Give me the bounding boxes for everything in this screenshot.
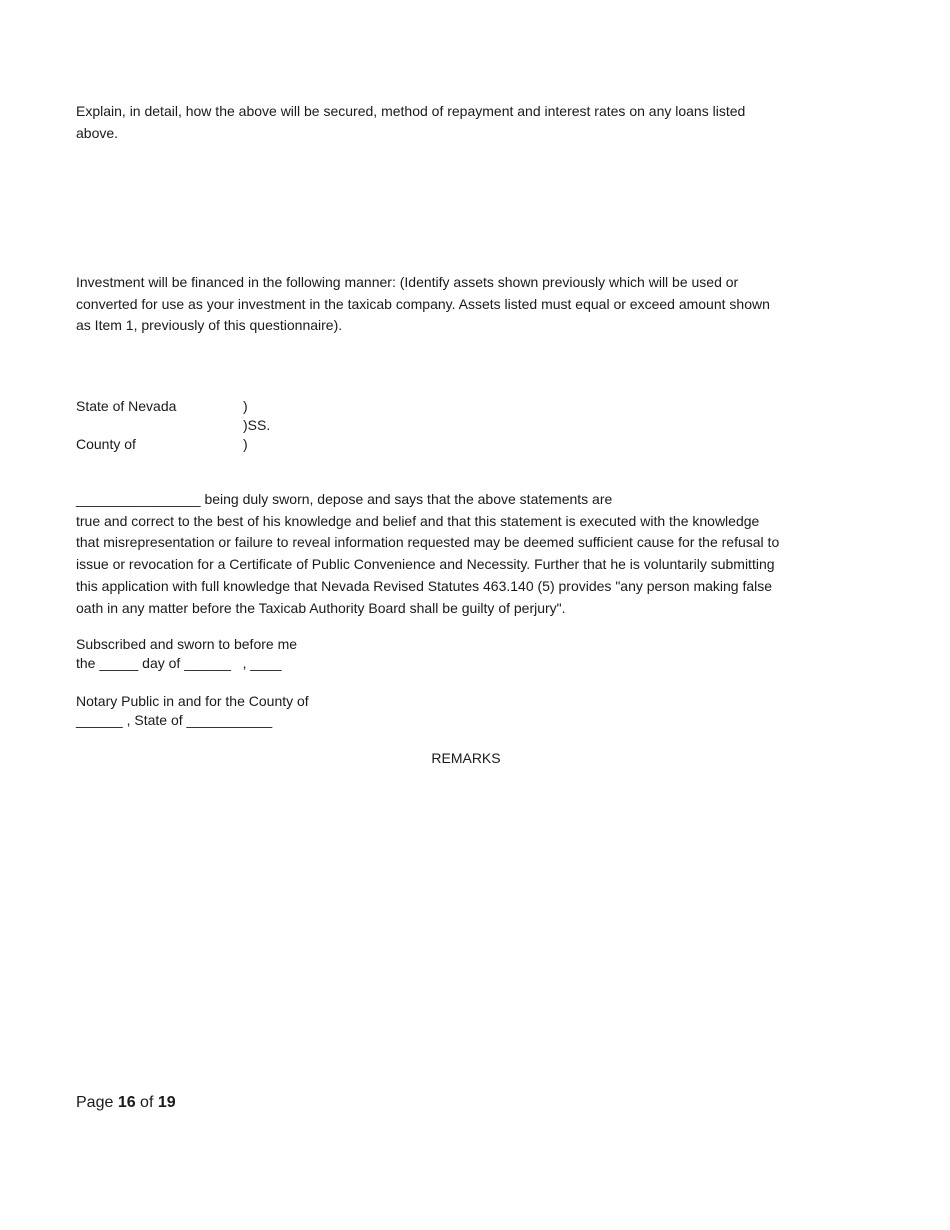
investment-paragraph <box>76 272 836 337</box>
county-label: County of <box>76 436 136 452</box>
oath-line: true and correct to the best of his knowledge and belief and that this statement is executed with the knowledge <box>76 512 760 529</box>
notary-state-line: ______ , State of ___________ <box>76 712 273 728</box>
oath-line: this application with full knowledge that Nevada Revised Statutes 463.140 (5) provides "any person making false <box>76 577 773 594</box>
explain-paragraph <box>76 101 836 144</box>
footer-total-pages: 19 <box>157 1094 176 1111</box>
remarks-heading: REMARKS <box>431 750 501 766</box>
investment-line: as Item 1, previously of this questionnaire). <box>76 317 343 334</box>
oath-line: oath in any matter before the Taxicab Authority Board shall be guilty of perjury". <box>76 599 566 616</box>
oath-line: ________________ being duly sworn, depose and says that the above statements are <box>76 491 613 507</box>
investment-line: converted for use as your investment in the taxicab company. Assets listed must equal or exceed amount shown <box>76 295 770 312</box>
venue-paren-ss: )SS. <box>243 417 271 433</box>
notary-line: Notary Public in and for the County of <box>76 693 309 709</box>
oath-line: that misrepresentation or failure to reveal information requested may be deemed sufficient cause for the refusal to <box>76 534 780 551</box>
state-label: State of Nevada <box>76 398 177 414</box>
page-footer <box>76 1094 176 1112</box>
subscribed-date-line: the _____ day of ______ , ____ <box>76 655 282 671</box>
venue-paren-bottom: ) <box>243 436 248 452</box>
subscribed-line: Subscribed and sworn to before me <box>76 636 298 652</box>
investment-line: Investment will be financed in the following manner: (Identify assets shown previously which will be used or <box>76 274 739 290</box>
footer-of-word: of <box>135 1094 158 1111</box>
explain-line: above. <box>76 124 119 141</box>
explain-line: Explain, in detail, how the above will be secured, method of repayment and interest rates on any loans listed <box>76 103 746 119</box>
venue-paren-top: ) <box>243 398 248 414</box>
oath-paragraph <box>76 489 836 619</box>
footer-current-page: 16 <box>117 1094 136 1111</box>
footer-page-word: Page <box>76 1094 118 1111</box>
oath-line: issue or revocation for a Certificate of Public Convenience and Necessity. Further that he is voluntarily submitting <box>76 556 775 573</box>
